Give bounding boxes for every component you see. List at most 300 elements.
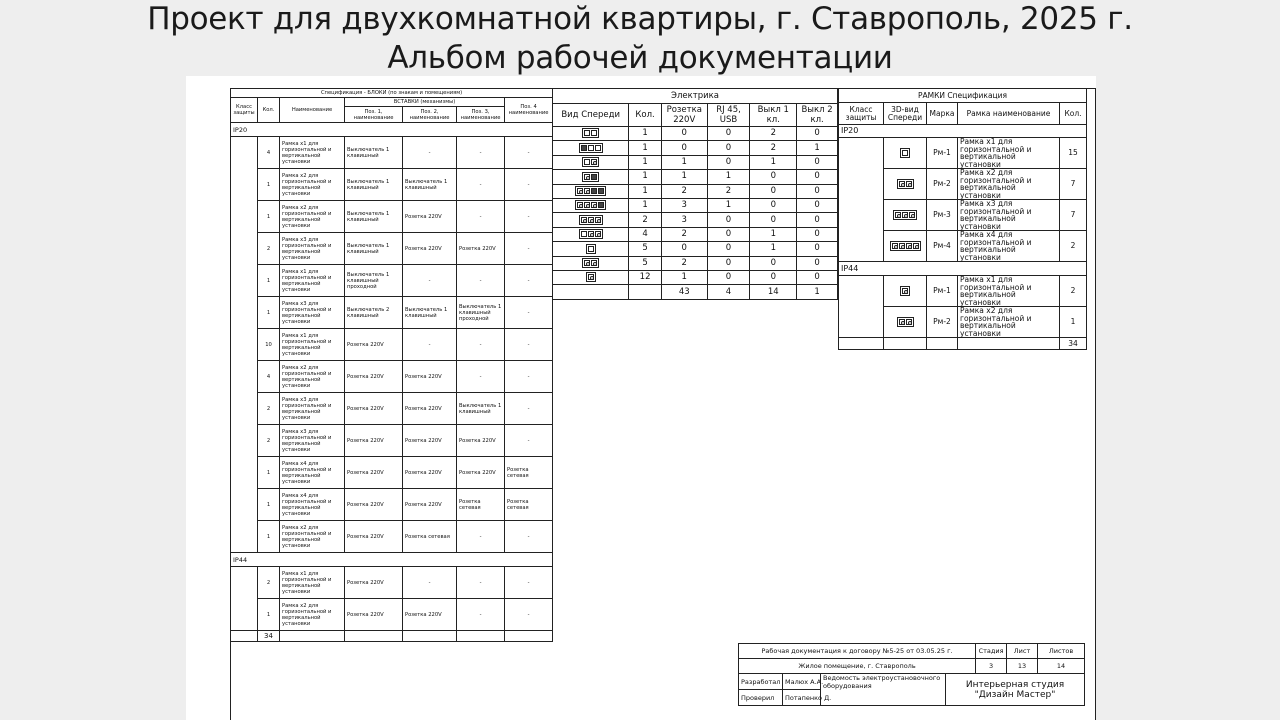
header-pos1: Поз. 1, наименование <box>345 107 403 123</box>
sw2-cell: 0 <box>797 256 838 270</box>
p2-cell: Выключатель 1 клавишный <box>403 297 457 329</box>
slide-subtitle: Альбом рабочей документации <box>387 40 893 76</box>
front-view-cell <box>553 270 629 284</box>
header-name: Наименование <box>280 98 345 123</box>
qty-cell: 15 <box>1060 138 1087 169</box>
socket-icon <box>577 202 583 208</box>
rj-cell: 1 <box>707 198 750 212</box>
table-row <box>553 155 838 169</box>
socket-cell: 1 <box>661 155 707 169</box>
view-cell <box>884 307 927 338</box>
rj45-icon <box>581 145 587 151</box>
rj45-icon <box>591 188 597 194</box>
frame-icon <box>900 148 910 158</box>
header-inserts: ВСТАВКИ (механизмы) <box>345 98 505 107</box>
socket-icon <box>595 217 601 223</box>
socket-icon <box>588 274 594 280</box>
object-name: Жилое помещение, г. Ставрополь <box>739 659 976 674</box>
frame-name-cell: Рамка х2 для горизонтальной и вертикальной установки <box>958 307 1060 338</box>
socket-icon <box>584 174 590 180</box>
name-cell: Рамка х3 для горизонтальной и вертикальной установки <box>280 233 345 265</box>
socket-icon <box>906 319 912 325</box>
group-ip20: IP20 <box>839 125 1087 138</box>
p4-cell: - <box>505 521 553 553</box>
sheets-value: 14 <box>1038 659 1085 674</box>
view-cell <box>884 169 927 200</box>
qty-cell: 1 <box>258 489 280 521</box>
socket-icon <box>899 243 905 249</box>
mark-cell: Рм-1 <box>927 276 958 307</box>
table-row <box>231 393 553 425</box>
socket-icon <box>595 231 601 237</box>
socket-cell: 0 <box>661 141 707 155</box>
header-qty: Кол. <box>258 98 280 123</box>
table-row <box>231 297 553 329</box>
p4-cell: - <box>505 567 553 599</box>
frame-icon <box>893 210 917 220</box>
header-socket: Розетка 220V <box>661 104 707 127</box>
qty-cell: 1 <box>629 155 662 169</box>
table-row <box>231 233 553 265</box>
qty-cell: 1 <box>258 169 280 201</box>
socket-icon <box>577 188 583 194</box>
header-pos4: Поз. 4 наименование <box>505 98 553 123</box>
mark-cell: Рм-1 <box>927 138 958 169</box>
p3-cell: Розетка 220V <box>457 457 505 489</box>
table-row <box>553 256 838 270</box>
table-row <box>231 567 553 599</box>
protection-cell <box>839 276 884 338</box>
header-rj45: RJ 45, USB <box>707 104 750 127</box>
socket-icon <box>588 217 594 223</box>
rj-cell: 1 <box>707 170 750 184</box>
switch-icon <box>581 231 587 237</box>
frame-name-cell: Рамка х4 для горизонтальной и вертикальной установки <box>958 231 1060 262</box>
qty-cell: 2 <box>1060 231 1087 262</box>
socket-cell: 2 <box>661 227 707 241</box>
header-qty: Кол. <box>1060 103 1087 125</box>
name-cell: Рамка х3 для горизонтальной и вертикальной установки <box>280 297 345 329</box>
front-view-icon <box>582 128 599 138</box>
socket-icon <box>584 202 590 208</box>
socket-cell: 3 <box>661 198 707 212</box>
rj-cell: 0 <box>707 213 750 227</box>
sw2-cell: 0 <box>797 213 838 227</box>
name-cell: Рамка х3 для горизонтальной и вертикальной установки <box>280 425 345 457</box>
name-cell: Рамка х4 для горизонтальной и вертикальной установки <box>280 457 345 489</box>
total-empty <box>884 338 927 350</box>
total-rj45: 4 <box>707 285 750 300</box>
qty-cell: 1 <box>258 457 280 489</box>
socket-icon <box>899 319 905 325</box>
socket-icon <box>892 243 898 249</box>
qty-cell: 1 <box>258 201 280 233</box>
p3-cell: - <box>457 361 505 393</box>
qty-cell: 5 <box>629 256 662 270</box>
socket-cell: 0 <box>661 242 707 256</box>
table-row <box>231 361 553 393</box>
qty-cell: 4 <box>258 137 280 169</box>
switch-icon <box>588 145 594 151</box>
total-empty <box>839 338 884 350</box>
rj-cell: 0 <box>707 242 750 256</box>
protection-cell <box>839 138 884 262</box>
front-view-cell <box>553 170 629 184</box>
sheet-value: 13 <box>1007 659 1038 674</box>
socket-icon <box>902 288 908 294</box>
p1-cell: Розетка 220V <box>345 393 403 425</box>
header-switch1: Выкл 1 кл. <box>750 104 797 127</box>
sw2-cell: 1 <box>797 141 838 155</box>
p2-cell: Розетка 220V <box>403 393 457 425</box>
name-cell: Рамка х4 для горизонтальной и вертикальной установки <box>280 489 345 521</box>
p2-cell: - <box>403 137 457 169</box>
table-row <box>553 198 838 212</box>
socket-icon <box>584 188 590 194</box>
table-row <box>231 457 553 489</box>
qty-cell: 7 <box>1060 200 1087 231</box>
blocks-caption: Спецификация - БЛОКИ (по знакам и помещениям) <box>231 89 553 98</box>
p3-cell: - <box>457 169 505 201</box>
front-view-cell <box>553 242 629 256</box>
front-view-icon <box>575 200 606 210</box>
p1-cell: Розетка 220V <box>345 567 403 599</box>
table-row <box>231 265 553 297</box>
sheet-label: Лист <box>1007 644 1038 659</box>
header-pos2: Поз. 2, наименование <box>403 107 457 123</box>
view-cell <box>884 231 927 262</box>
qty-cell: 7 <box>1060 169 1087 200</box>
socket-icon <box>913 243 919 249</box>
p3-cell: Выключатель 1 клавишный проходной <box>457 297 505 329</box>
qty-cell: 10 <box>258 329 280 361</box>
title-block-main <box>738 643 1085 706</box>
socket-icon <box>899 181 905 187</box>
sw1-cell: 0 <box>750 198 797 212</box>
stage-label: Стадия <box>976 644 1007 659</box>
p3-cell: Розетка сетевая <box>457 489 505 521</box>
p3-cell: Розетка 220V <box>457 233 505 265</box>
p4-cell: - <box>505 169 553 201</box>
qty-cell: 1 <box>1060 307 1087 338</box>
name-cell: Рамка х2 для горизонтальной и вертикальной установки <box>280 201 345 233</box>
header-front-view: Вид Спереди <box>553 104 629 127</box>
switch-icon <box>588 246 594 252</box>
p2-cell: - <box>403 265 457 297</box>
p2-cell: Розетка 220V <box>403 599 457 631</box>
qty-cell: 1 <box>258 265 280 297</box>
p2-cell: - <box>403 567 457 599</box>
p2-cell: Розетка 220V <box>403 425 457 457</box>
p2-cell: Розетка 220V <box>403 489 457 521</box>
front-view-icon <box>582 157 599 167</box>
p1-cell: Розетка 220V <box>345 521 403 553</box>
sw1-cell: 0 <box>750 213 797 227</box>
switch-icon <box>584 159 590 165</box>
p3-cell: - <box>457 137 505 169</box>
socket-icon <box>906 243 912 249</box>
socket-cell: 1 <box>661 170 707 184</box>
qty-cell: 4 <box>629 227 662 241</box>
frames-spec-table <box>838 88 1087 350</box>
p3-cell: - <box>457 201 505 233</box>
p4-cell: - <box>505 329 553 361</box>
p1-cell: Розетка 220V <box>345 329 403 361</box>
document-title: Ведомость электроустановочного оборудования <box>821 674 946 706</box>
rj45-icon <box>598 188 604 194</box>
view-cell <box>884 200 927 231</box>
p2-cell: Розетка 220V <box>403 457 457 489</box>
sw1-cell: 0 <box>750 170 797 184</box>
name-cell: Рамка х3 для горизонтальной и вертикальной установки <box>280 393 345 425</box>
p2-cell: Розетка 220V <box>403 361 457 393</box>
view-cell <box>884 276 927 307</box>
p3-cell: - <box>457 521 505 553</box>
p4-cell: - <box>505 137 553 169</box>
name-cell: Рамка х2 для горизонтальной и вертикальной установки <box>280 169 345 201</box>
developer-name: Малюх А.А. <box>783 674 821 690</box>
front-view-cell <box>553 198 629 212</box>
rj-cell: 0 <box>707 256 750 270</box>
p1-cell: Выключатель 1 клавишный <box>345 201 403 233</box>
rj-cell: 0 <box>707 127 750 141</box>
socket-icon <box>584 260 590 266</box>
p3-cell: Выключатель 1 клавишный <box>457 393 505 425</box>
slide-title: Проект для двухкомнатной квартиры, г. Ставрополь, 2025 г. <box>147 1 1133 37</box>
p1-cell: Выключатель 2 клавишный <box>345 297 403 329</box>
qty-cell: 2 <box>258 425 280 457</box>
socket-icon <box>909 212 915 218</box>
total-switch2: 1 <box>797 285 838 300</box>
p4-cell: Розетка сетевая <box>505 457 553 489</box>
name-cell: Рамка х1 для горизонтальной и вертикальной установки <box>280 329 345 361</box>
qty-cell: 1 <box>258 599 280 631</box>
protection-cell <box>231 567 258 631</box>
total-empty <box>345 631 403 642</box>
sw1-cell: 1 <box>750 227 797 241</box>
name-cell: Рамка х1 для горизонтальной и вертикальной установки <box>280 265 345 297</box>
checker-label: Проверил <box>739 690 783 706</box>
frame-icon <box>900 286 910 296</box>
table-row <box>553 127 838 141</box>
header-protection: Класс защиты <box>231 98 258 123</box>
qty-cell: 1 <box>258 521 280 553</box>
sw2-cell: 0 <box>797 170 838 184</box>
total-empty <box>927 338 958 350</box>
checker-name: Потапенко Д. <box>783 690 821 706</box>
frame-name-cell: Рамка х1 для горизонтальной и вертикальной установки <box>958 276 1060 307</box>
total-empty <box>457 631 505 642</box>
qty-cell: 2 <box>1060 276 1087 307</box>
header-protection: Класс защиты <box>839 103 884 125</box>
total-empty <box>553 285 629 300</box>
p2-cell: Розетка 220V <box>403 233 457 265</box>
total-empty <box>505 631 553 642</box>
electrics-caption: Электрика <box>553 89 838 104</box>
p4-cell: - <box>505 393 553 425</box>
table-row <box>553 242 838 256</box>
total-socket: 43 <box>661 285 707 300</box>
p2-cell: Розетка сетевая <box>403 521 457 553</box>
header-frame-name: Рамка наименование <box>958 103 1060 125</box>
electrics-table <box>552 88 838 300</box>
p1-cell: Розетка 220V <box>345 457 403 489</box>
p4-cell: - <box>505 361 553 393</box>
mark-cell: Рм-3 <box>927 200 958 231</box>
name-cell: Рамка х2 для горизонтальной и вертикальной установки <box>280 599 345 631</box>
table-row <box>839 276 1087 307</box>
qty-cell: 12 <box>629 270 662 284</box>
qty-cell: 1 <box>629 184 662 198</box>
table-row <box>231 169 553 201</box>
socket-icon <box>591 159 597 165</box>
socket-icon <box>906 181 912 187</box>
qty-cell: 1 <box>258 297 280 329</box>
developer-label: Разработал <box>739 674 783 690</box>
socket-cell: 0 <box>661 127 707 141</box>
table-row <box>231 329 553 361</box>
p4-cell: Розетка сетевая <box>505 489 553 521</box>
p2-cell: Выключатель 1 клавишный <box>403 169 457 201</box>
p3-cell: - <box>457 265 505 297</box>
total-switch1: 14 <box>750 285 797 300</box>
sw1-cell: 1 <box>750 242 797 256</box>
table-row <box>553 184 838 198</box>
table-row <box>231 201 553 233</box>
rj-cell: 0 <box>707 270 750 284</box>
total-empty <box>403 631 457 642</box>
table-row <box>839 138 1087 169</box>
studio-name: Интерьерная студия "Дизайн Мастер" <box>946 674 1085 706</box>
contract-ref: Рабочая документация к договору №5-25 от 03.05.25 г. <box>739 644 976 659</box>
qty-cell: 1 <box>629 170 662 184</box>
sw2-cell: 0 <box>797 155 838 169</box>
p1-cell: Выключатель 1 клавишный <box>345 137 403 169</box>
front-view-cell <box>553 213 629 227</box>
p1-cell: Выключатель 1 клавишный <box>345 233 403 265</box>
total-empty <box>958 338 1060 350</box>
frame-name-cell: Рамка х2 для горизонтальной и вертикальной установки <box>958 169 1060 200</box>
qty-cell: 2 <box>258 233 280 265</box>
frames-caption: РАМКИ Спецификация <box>839 89 1087 103</box>
table-row <box>231 425 553 457</box>
group-ip44: IP44 <box>231 553 553 567</box>
table-row <box>553 170 838 184</box>
front-view-cell <box>553 155 629 169</box>
sw2-cell: 0 <box>797 227 838 241</box>
table-row <box>231 489 553 521</box>
blocks-spec-table <box>230 88 553 642</box>
sw2-cell: 0 <box>797 270 838 284</box>
socket-cell: 2 <box>661 184 707 198</box>
p1-cell: Розетка 220V <box>345 361 403 393</box>
sw1-cell: 0 <box>750 184 797 198</box>
p3-cell: - <box>457 599 505 631</box>
table-row <box>553 227 838 241</box>
socket-icon <box>902 212 908 218</box>
rj-cell: 2 <box>707 184 750 198</box>
front-view-cell <box>553 256 629 270</box>
table-row <box>231 521 553 553</box>
front-view-icon <box>586 272 596 282</box>
view-cell <box>884 138 927 169</box>
frame-icon <box>890 241 921 251</box>
name-cell: Рамка х1 для горизонтальной и вертикальной установки <box>280 567 345 599</box>
sw1-cell: 2 <box>750 141 797 155</box>
socket-icon <box>591 202 597 208</box>
p1-cell: Розетка 220V <box>345 599 403 631</box>
p4-cell: - <box>505 599 553 631</box>
front-view-cell <box>553 227 629 241</box>
qty-cell: 5 <box>629 242 662 256</box>
header-switch2: Выкл 2 кл. <box>797 104 838 127</box>
p1-cell: Розетка 220V <box>345 489 403 521</box>
p1-cell: Выключатель 1 клавишный <box>345 169 403 201</box>
table-row <box>553 141 838 155</box>
header-pos3: Поз. 3, наименование <box>457 107 505 123</box>
total-empty <box>629 285 662 300</box>
mark-cell: Рм-4 <box>927 231 958 262</box>
socket-icon <box>895 212 901 218</box>
frames-total: 34 <box>1060 338 1087 350</box>
front-view-icon <box>579 215 603 225</box>
socket-icon <box>588 231 594 237</box>
frame-icon <box>897 179 914 189</box>
p3-cell: - <box>457 567 505 599</box>
switch-icon <box>595 145 601 151</box>
total-empty <box>280 631 345 642</box>
sw1-cell: 0 <box>750 270 797 284</box>
p1-cell: Выключатель 1 клавишный проходной <box>345 265 403 297</box>
group-ip20: IP20 <box>231 123 553 137</box>
qty-cell: 1 <box>629 198 662 212</box>
qty-cell: 2 <box>258 567 280 599</box>
front-view-cell <box>553 184 629 198</box>
sw2-cell: 0 <box>797 242 838 256</box>
sw2-cell: 0 <box>797 127 838 141</box>
p4-cell: - <box>505 201 553 233</box>
sw1-cell: 1 <box>750 155 797 169</box>
frame-name-cell: Рамка х3 для горизонтальной и вертикальной установки <box>958 200 1060 231</box>
qty-cell: 1 <box>629 141 662 155</box>
front-view-icon <box>579 143 603 153</box>
rj-cell: 0 <box>707 141 750 155</box>
name-cell: Рамка х1 для горизонтальной и вертикальной установки <box>280 137 345 169</box>
front-view-icon <box>586 244 596 254</box>
p4-cell: - <box>505 233 553 265</box>
front-view-cell <box>553 127 629 141</box>
name-cell: Рамка х2 для горизонтальной и вертикальной установки <box>280 361 345 393</box>
rj45-icon <box>598 202 604 208</box>
p3-cell: - <box>457 329 505 361</box>
sw1-cell: 2 <box>750 127 797 141</box>
switch-icon <box>584 130 590 136</box>
qty-cell: 4 <box>258 361 280 393</box>
front-view-icon <box>582 172 599 182</box>
table-row <box>231 599 553 631</box>
front-view-icon <box>575 186 606 196</box>
frame-icon <box>897 317 914 327</box>
rj-cell: 0 <box>707 227 750 241</box>
sw2-cell: 0 <box>797 198 838 212</box>
sw1-cell: 0 <box>750 256 797 270</box>
p2-cell: Розетка 220V <box>403 201 457 233</box>
p4-cell: - <box>505 297 553 329</box>
table-row <box>553 213 838 227</box>
socket-icon <box>581 217 587 223</box>
p4-cell: - <box>505 265 553 297</box>
switch-icon <box>902 150 908 156</box>
